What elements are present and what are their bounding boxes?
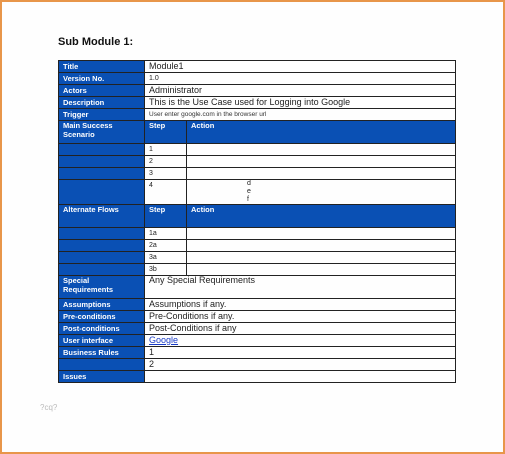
alternate-action bbox=[187, 228, 456, 240]
table-row bbox=[59, 168, 456, 180]
table-row bbox=[59, 205, 456, 228]
use-case-table bbox=[58, 60, 456, 383]
page-title: Sub Module 1: bbox=[58, 36, 134, 48]
table-row bbox=[59, 371, 456, 383]
actors-label: Actors bbox=[59, 85, 145, 97]
table-row bbox=[59, 121, 456, 144]
action-item: d bbox=[247, 180, 251, 187]
table-row bbox=[59, 85, 456, 97]
alternate-action bbox=[187, 252, 456, 264]
action-item: e bbox=[247, 188, 251, 195]
action-item: f bbox=[247, 196, 249, 203]
table-row bbox=[59, 61, 456, 73]
main-action-3 bbox=[187, 168, 456, 180]
trigger-label: Trigger bbox=[59, 109, 145, 121]
title-label: Title bbox=[59, 61, 145, 73]
assumptions-value: Assumptions if any. bbox=[145, 299, 456, 311]
alternate-step-3a: 3a bbox=[145, 252, 187, 264]
business-rules-filler bbox=[59, 359, 145, 371]
table-row bbox=[59, 156, 456, 168]
alternate-flows-label: Alternate Flows bbox=[59, 205, 145, 228]
table-row bbox=[59, 335, 456, 347]
alternate-label-filler bbox=[59, 252, 145, 264]
table-row bbox=[59, 180, 456, 205]
main-label-filler bbox=[59, 144, 145, 156]
table-row bbox=[59, 359, 456, 371]
main-action-2 bbox=[187, 156, 456, 168]
main-label-filler bbox=[59, 180, 145, 205]
main-step-4: 4 bbox=[145, 180, 187, 205]
alternate-label-filler bbox=[59, 240, 145, 252]
table-row bbox=[59, 252, 456, 264]
title-value: Module1 bbox=[145, 61, 456, 73]
watermark: ?cq? bbox=[40, 403, 58, 412]
table-row bbox=[59, 73, 456, 85]
alternate-label-filler bbox=[59, 264, 145, 276]
version-value: 1.0 bbox=[145, 73, 456, 85]
description-value: This is the Use Case used for Logging into Google bbox=[145, 97, 456, 109]
trigger-value: User enter google.com in the browser url bbox=[145, 109, 456, 121]
table-row bbox=[59, 144, 456, 156]
table-row bbox=[59, 97, 456, 109]
user-interface-value bbox=[145, 335, 456, 347]
table-row bbox=[59, 276, 456, 299]
main-step-2: 2 bbox=[145, 156, 187, 168]
pre-conditions-label: Pre-conditions bbox=[59, 311, 145, 323]
main-action-header: Action bbox=[187, 121, 456, 144]
table-row bbox=[59, 323, 456, 335]
table-row bbox=[59, 299, 456, 311]
business-rule-2: 2 bbox=[145, 359, 456, 371]
main-step-header: Step bbox=[145, 121, 187, 144]
issues-label: Issues bbox=[59, 371, 145, 383]
alternate-label-filler bbox=[59, 228, 145, 240]
description-label: Description bbox=[59, 97, 145, 109]
main-step-1: 1 bbox=[145, 144, 187, 156]
assumptions-label: Assumptions bbox=[59, 299, 145, 311]
version-label: Version No. bbox=[59, 73, 145, 85]
pre-conditions-value: Pre-Conditions if any. bbox=[145, 311, 456, 323]
post-conditions-value: Post-Conditions if any bbox=[145, 323, 456, 335]
main-action-1 bbox=[187, 144, 456, 156]
main-scenario-label: Main Success Scenario bbox=[59, 121, 145, 144]
issues-value bbox=[145, 371, 456, 383]
alternate-step-1a: 1a bbox=[145, 228, 187, 240]
table-row bbox=[59, 264, 456, 276]
table-row bbox=[59, 240, 456, 252]
post-conditions-label: Post-conditions bbox=[59, 323, 145, 335]
alternate-step-2a: 2a bbox=[145, 240, 187, 252]
user-interface-label: User interface bbox=[59, 335, 145, 347]
table-row bbox=[59, 347, 456, 359]
google-link[interactable]: Google bbox=[149, 335, 179, 345]
business-rules-label: Business Rules bbox=[59, 347, 145, 359]
table-row bbox=[59, 109, 456, 121]
table-row bbox=[59, 311, 456, 323]
main-label-filler bbox=[59, 168, 145, 180]
table-row bbox=[59, 228, 456, 240]
alternate-action-header: Action bbox=[187, 205, 456, 228]
special-requirements-label: Special Requirements bbox=[59, 276, 145, 299]
alternate-step-header: Step bbox=[145, 205, 187, 228]
main-step-3: 3 bbox=[145, 168, 187, 180]
alternate-step-3b: 3b bbox=[145, 264, 187, 276]
alternate-action bbox=[187, 240, 456, 252]
business-rule-1: 1 bbox=[145, 347, 456, 359]
special-requirements-value: Any Special Requirements bbox=[145, 276, 456, 299]
main-label-filler bbox=[59, 156, 145, 168]
alternate-action bbox=[187, 264, 456, 276]
main-action-4 bbox=[187, 180, 456, 205]
actors-value: Administrator bbox=[145, 85, 456, 97]
